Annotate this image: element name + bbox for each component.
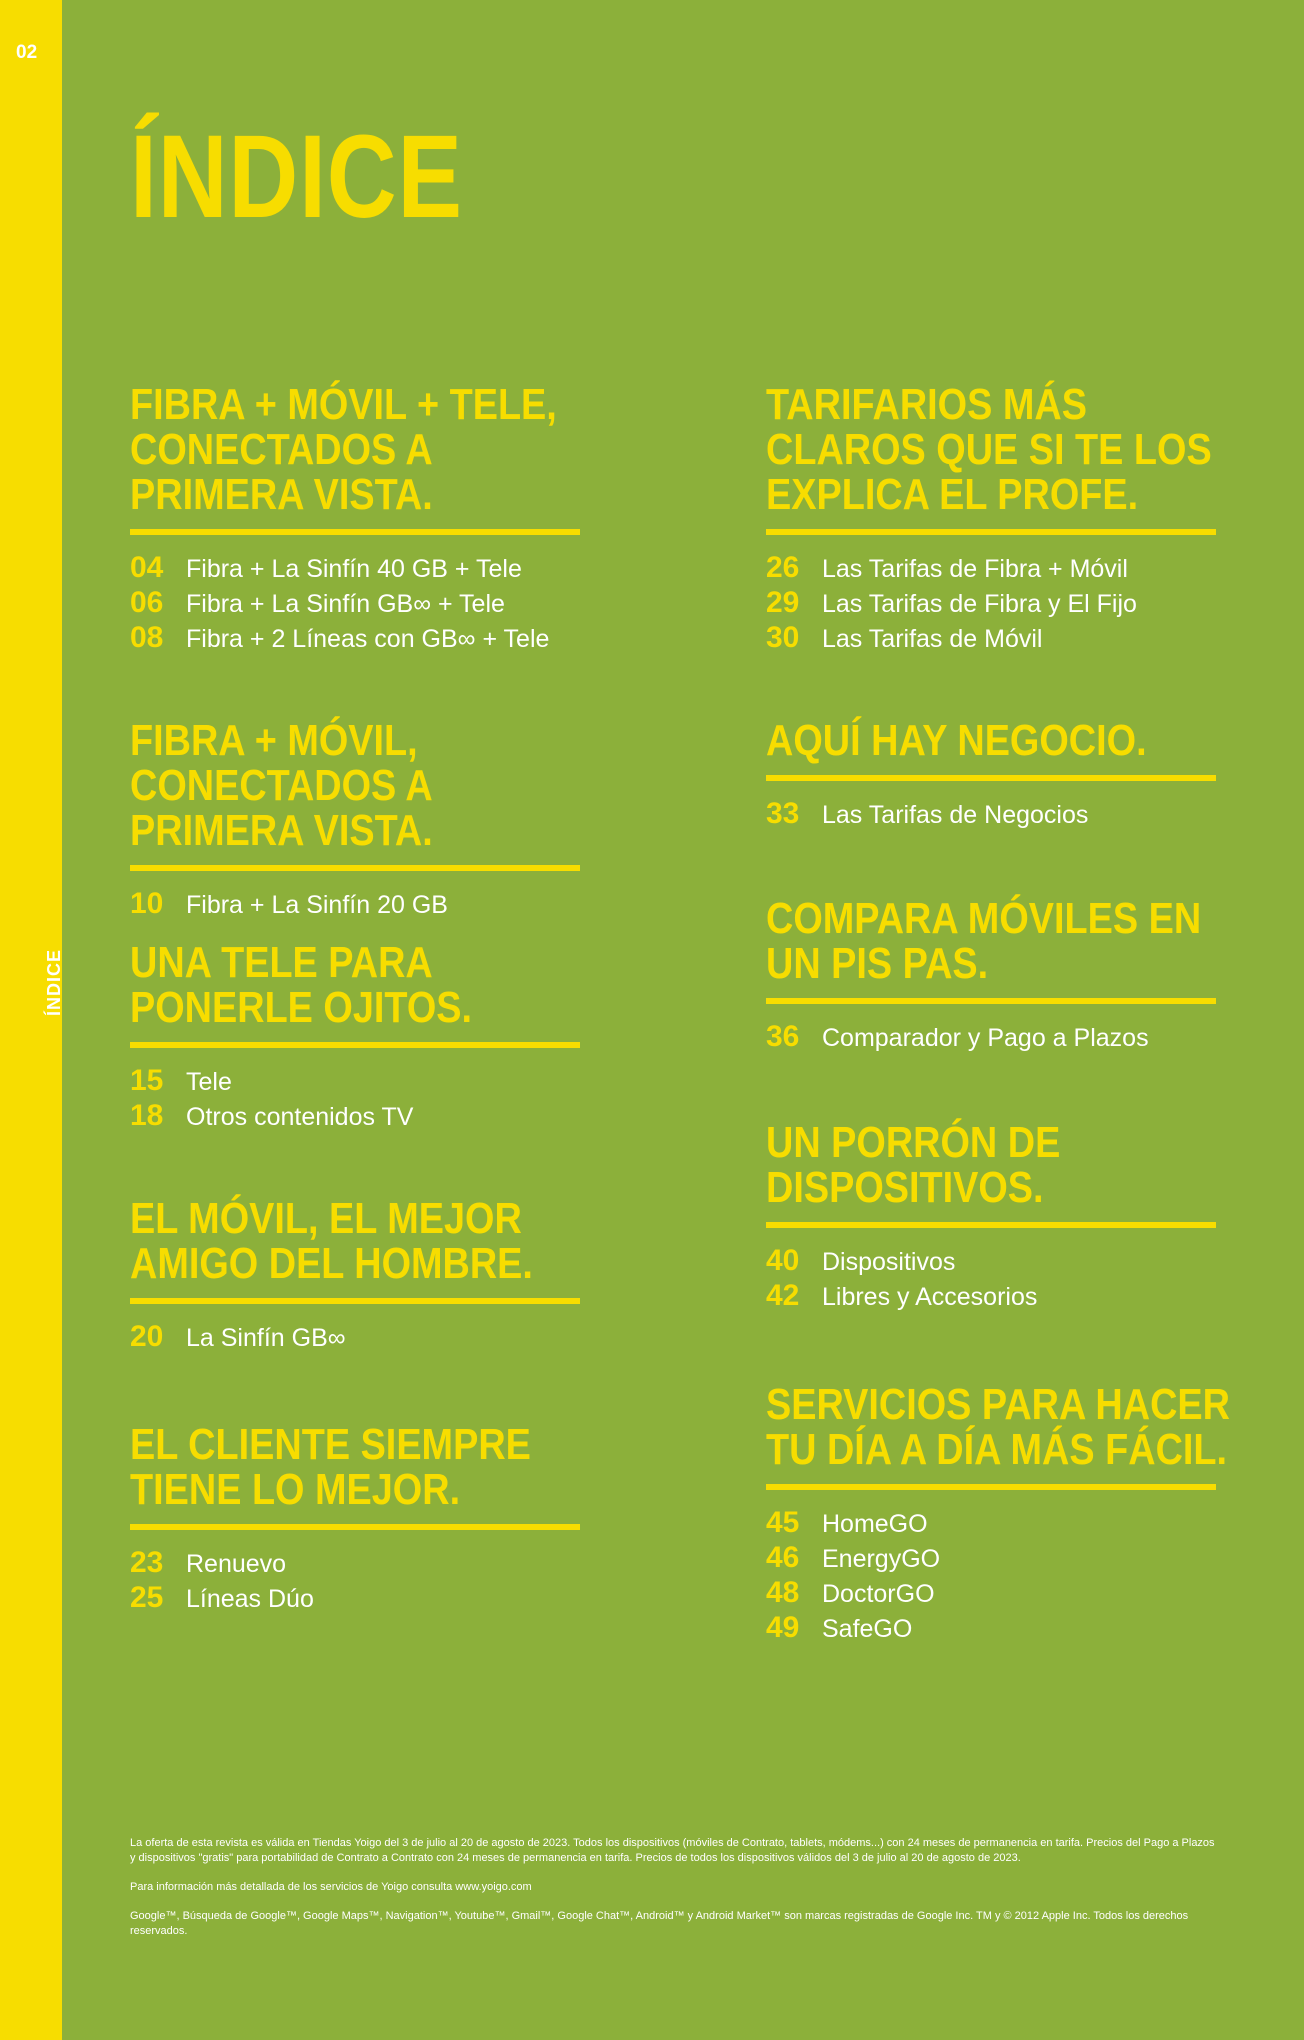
toc-entry[interactable] (766, 1506, 1216, 1541)
page-ref: 25 (130, 1581, 164, 1614)
entry-label: Fibra + La Sinfín 20 GB (186, 891, 448, 919)
section-title: EL CLIENTE SIEMPRE TIENE LO MEJOR. (130, 1420, 531, 1514)
page-ref: 33 (766, 797, 800, 830)
page-ref: 26 (766, 551, 800, 584)
toc-entry[interactable] (130, 621, 580, 656)
page-ref: 23 (130, 1546, 164, 1579)
page-ref: 40 (766, 1244, 800, 1277)
entry-label: Las Tarifas de Negocios (822, 801, 1089, 829)
section-title: FIBRA + MÓVIL, CONECTADOS A PRIMERA VISTA. (130, 716, 433, 855)
toc-entry[interactable] (130, 1064, 580, 1099)
page-ref: 10 (130, 887, 164, 920)
page-number: 02 (16, 42, 38, 63)
page-ref: 20 (130, 1320, 164, 1353)
page-ref: 08 (130, 621, 164, 654)
toc-entry[interactable] (766, 1279, 1216, 1314)
page-ref: 42 (766, 1279, 800, 1312)
section-divider (130, 1524, 580, 1530)
side-section-label: ÍNDICE (44, 948, 64, 1016)
toc-section (130, 1196, 580, 1355)
toc-entry[interactable] (766, 1020, 1216, 1055)
toc-section (766, 382, 1216, 656)
section-divider (130, 1042, 580, 1048)
section-divider (766, 775, 1216, 781)
entry-label: Comparador y Pago a Plazos (822, 1024, 1149, 1052)
section-title: UNA TELE PARA PONERLE OJITOS. (130, 938, 473, 1032)
toc-entry[interactable] (766, 551, 1216, 586)
page-ref: 30 (766, 621, 800, 654)
page-ref: 15 (130, 1064, 164, 1097)
toc-section (766, 1120, 1216, 1314)
page-title: ÍNDICE (130, 111, 463, 243)
toc-section (130, 940, 580, 1134)
side-strip (0, 0, 62, 2040)
trademark-note: Google™, Búsqueda de Google™, Google Maps™, Navigation™, Youtube™, Gmail™, Google Chat™, Android™ y Android Market™ son marcas registradas de Google Inc. TM y © 2012 Apple Inc. Todos los derechos reservados. (130, 1910, 1189, 1937)
entry-label: Las Tarifas de Móvil (822, 625, 1043, 653)
entry-label: DoctorGO (822, 1580, 935, 1608)
section-divider (766, 529, 1216, 535)
section-divider (766, 998, 1216, 1004)
page-ref: 49 (766, 1611, 800, 1644)
legal-disclaimer: La oferta de esta revista es válida en Tiendas Yoigo del 3 de julio al 20 de agosto de 2023. Todos los dispositivos (móviles de Contrato, tablets, módems...) con 24 meses de permanencia en tarifa. Precios del Pago a Plazos y dispositivos "gratis" para portabilidad de Contrato a Contrato con 24 meses de permanencia en tarifa. Precios de todos los dispositivos válidos del 3 de julio al 20 de agosto de 2023. (130, 1837, 1215, 1864)
toc-entry[interactable] (130, 586, 580, 621)
section-divider (130, 529, 580, 535)
toc-section (766, 1380, 1230, 1646)
entry-label: La Sinfín GB∞ (186, 1324, 346, 1352)
section-title: FIBRA + MÓVIL + TELE, CONECTADOS A PRIMERA VISTA. (130, 380, 557, 519)
section-divider (130, 1298, 580, 1304)
page-ref: 45 (766, 1506, 800, 1539)
toc-entry[interactable] (130, 551, 580, 586)
entry-label: Tele (186, 1068, 232, 1096)
toc-section (130, 382, 580, 656)
entry-label: Fibra + La Sinfín GB∞ + Tele (186, 590, 505, 618)
section-title: AQUÍ HAY NEGOCIO. (766, 716, 1147, 765)
toc-section (130, 718, 580, 922)
section-title: UN PORRÓN DE DISPOSITIVOS. (766, 1118, 1061, 1212)
toc-entry[interactable] (766, 586, 1216, 621)
section-title: TARIFARIOS MÁS CLAROS QUE SI TE LOS EXPLICA EL PROFE. (766, 380, 1212, 519)
toc-entry[interactable] (130, 887, 580, 922)
page-ref: 46 (766, 1541, 800, 1574)
entry-label: Líneas Dúo (186, 1585, 314, 1613)
page-ref: 48 (766, 1576, 800, 1609)
toc-entry[interactable] (766, 797, 1216, 832)
section-title: SERVICIOS PARA HACER TU DÍA A DÍA MÁS FÁCIL. (766, 1380, 1230, 1474)
page-ref: 29 (766, 586, 800, 619)
toc-entry[interactable] (766, 621, 1216, 656)
entry-label: Renuevo (186, 1550, 287, 1578)
toc-entry[interactable] (766, 1244, 1216, 1279)
section-divider (130, 865, 580, 871)
toc-entry[interactable] (766, 1576, 1216, 1611)
entry-label: Fibra + La Sinfín 40 GB + Tele (186, 555, 522, 583)
entry-label: Otros contenidos TV (186, 1103, 414, 1131)
toc-entry[interactable] (766, 1611, 1216, 1646)
page-ref: 04 (130, 551, 164, 584)
entry-label: Las Tarifas de Fibra + Móvil (822, 555, 1128, 583)
toc-section (130, 1422, 580, 1616)
entry-label: SafeGO (822, 1615, 913, 1643)
page-ref: 36 (766, 1020, 800, 1053)
entry-label: Fibra + 2 Líneas con GB∞ + Tele (186, 625, 550, 653)
toc-entry[interactable] (130, 1581, 580, 1616)
entry-label: HomeGO (822, 1510, 928, 1538)
legal-footer (130, 1836, 1220, 1953)
entry-label: Las Tarifas de Fibra y El Fijo (822, 590, 1137, 618)
section-divider (766, 1222, 1216, 1228)
toc-entry[interactable] (130, 1546, 580, 1581)
section-title: COMPARA MÓVILES EN UN PIS PAS. (766, 894, 1202, 988)
page-ref: 18 (130, 1099, 164, 1132)
toc-entry[interactable] (130, 1099, 580, 1134)
entry-label: Dispositivos (822, 1248, 956, 1276)
entry-label: Libres y Accesorios (822, 1283, 1038, 1311)
entry-label: EnergyGO (822, 1545, 941, 1573)
toc-section (766, 718, 1216, 832)
page-ref: 06 (130, 586, 164, 619)
info-note: Para información más detallada de los servicios de Yoigo consulta www.yoigo.com (130, 1881, 532, 1893)
toc-entry[interactable] (766, 1541, 1216, 1576)
section-title: EL MÓVIL, EL MEJOR AMIGO DEL HOMBRE. (130, 1194, 533, 1288)
toc-entry[interactable] (130, 1320, 580, 1355)
section-divider (766, 1484, 1216, 1490)
toc-section (766, 896, 1216, 1055)
